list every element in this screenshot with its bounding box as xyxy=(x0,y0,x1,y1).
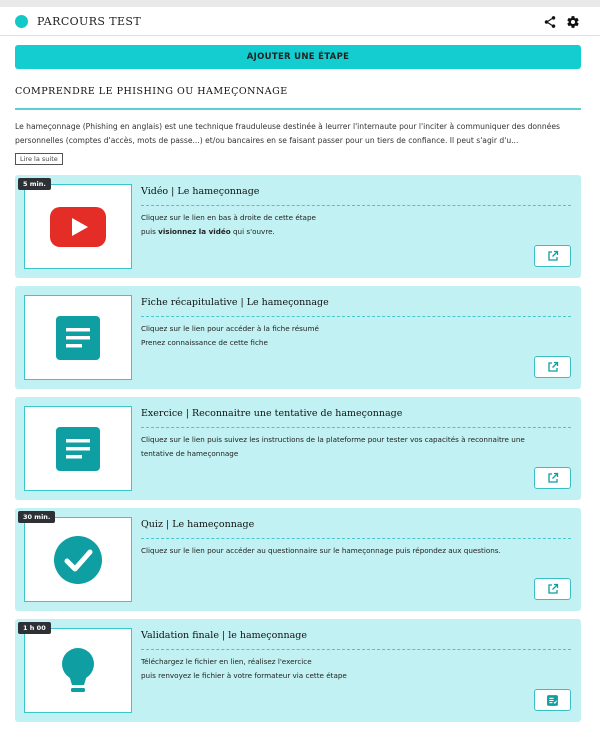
top-strip xyxy=(0,0,600,7)
step-card[interactable] xyxy=(15,619,581,722)
section-divider xyxy=(15,108,581,110)
section-title: COMPRENDRE LE PHISHING OU HAMEÇONNAGE xyxy=(15,86,288,97)
add-step-button[interactable]: AJOUTER UNE ÉTAPE xyxy=(15,45,581,69)
document-icon xyxy=(56,316,100,360)
read-more-button[interactable]: Lire la suite xyxy=(15,153,63,165)
open-link-button[interactable] xyxy=(534,356,571,378)
section-description: Le hameçonnage (Phishing en anglais) est une technique frauduleuse destinée à leurrer l'internaute pour l'inciter à communiquer des données personnelles (comptes d'accès, mots de passe...) et/ou bancaires en se faisant passer pour un tiers de confiance. Il peut s'agir d'u... xyxy=(15,122,560,145)
share-icon[interactable] xyxy=(543,15,557,29)
external-link-icon xyxy=(547,583,559,595)
step-title: Validation finale | le hameçonnage xyxy=(141,630,307,641)
step-title: Vidéo | Le hameçonnage xyxy=(141,186,260,197)
step-divider xyxy=(141,205,571,206)
submit-assignment-button[interactable] xyxy=(534,689,571,711)
step-card[interactable] xyxy=(15,175,581,278)
assignment-icon xyxy=(546,694,559,707)
duration-badge: 5 min. xyxy=(18,178,51,190)
step-thumbnail[interactable] xyxy=(24,295,132,380)
step-description: Cliquez sur le lien pour accéder à la fiche résumé Prenez connaissance de cette fiche xyxy=(141,324,319,347)
youtube-icon xyxy=(50,207,106,247)
step-title: Quiz | Le hameçonnage xyxy=(141,519,255,530)
open-link-button[interactable] xyxy=(534,467,571,489)
open-link-button[interactable] xyxy=(534,578,571,600)
step-divider xyxy=(141,316,571,317)
step-description: Cliquez sur le lien puis suivez les instructions de la plateforme pour tester vos capacités à reconnaitre une tentative de hameçonnage xyxy=(141,435,525,458)
step-divider xyxy=(141,427,571,428)
step-card[interactable] xyxy=(15,508,581,611)
duration-badge: 1 h 00 xyxy=(18,622,51,634)
step-description: Téléchargez le fichier en lien, réalisez l'exercice puis renvoyez le fichier à votre formateur via cette étape xyxy=(141,657,347,680)
open-link-button[interactable] xyxy=(534,245,571,267)
step-description: Cliquez sur le lien en bas à droite de cette étape puis visionnez la vidéo qui s'ouvre. xyxy=(141,213,316,236)
step-description: Cliquez sur le lien pour accéder au questionnaire sur le hameçonnage puis répondez aux questions. xyxy=(141,546,501,555)
duration-badge: 30 min. xyxy=(18,511,55,523)
gear-icon[interactable] xyxy=(566,15,580,29)
external-link-icon xyxy=(547,472,559,484)
checkmark-circle-icon xyxy=(54,536,102,584)
step-card[interactable] xyxy=(15,397,581,500)
step-card[interactable] xyxy=(15,286,581,389)
step-thumbnail[interactable] xyxy=(24,517,132,602)
external-link-icon xyxy=(547,361,559,373)
step-thumbnail[interactable] xyxy=(24,184,132,269)
page-title: PARCOURS TEST xyxy=(37,15,142,28)
step-thumbnail[interactable] xyxy=(24,628,132,713)
step-title: Exercice | Reconnaitre une tentative de hameçonnage xyxy=(141,408,403,419)
step-title: Fiche récapitulative | Le hameçonnage xyxy=(141,297,329,308)
step-divider xyxy=(141,538,571,539)
step-divider xyxy=(141,649,571,650)
step-thumbnail[interactable] xyxy=(24,406,132,491)
app-header xyxy=(0,7,600,36)
course-dot-icon xyxy=(15,15,28,28)
external-link-icon xyxy=(547,250,559,262)
document-icon xyxy=(56,427,100,471)
lightbulb-icon xyxy=(60,647,96,695)
